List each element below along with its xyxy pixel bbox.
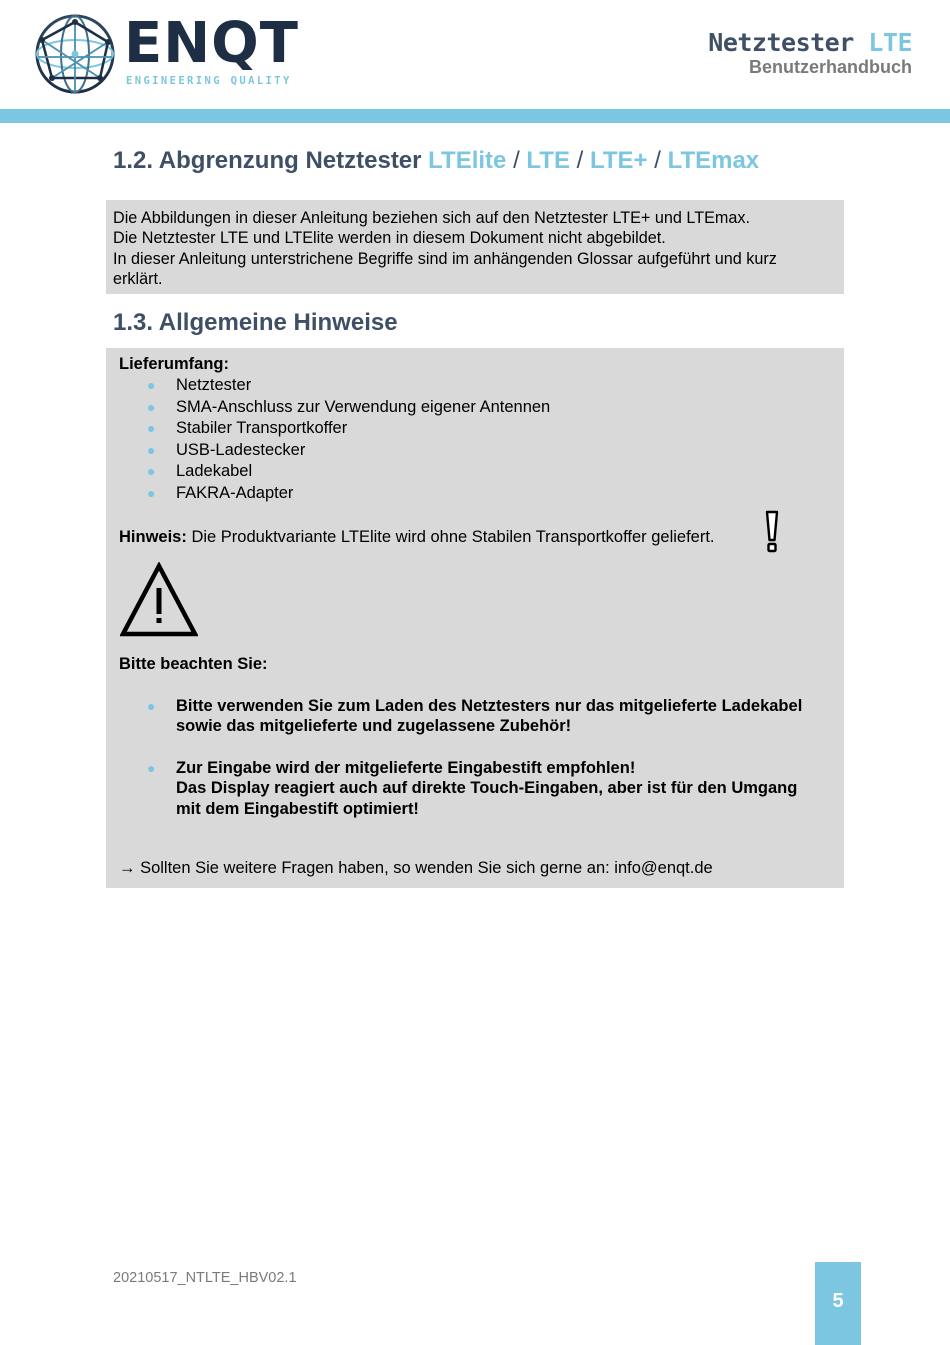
delivery-item-text: Ladekabel — [176, 462, 253, 480]
list-item — [106, 758, 844, 820]
exclamation-icon — [763, 510, 781, 554]
list-item — [106, 397, 844, 419]
list-item — [106, 696, 844, 738]
variant-separator: / — [654, 147, 661, 174]
contact-text: Sollten Sie weitere Fragen haben, so wenden Sie sich gerne an: info@enqt.de — [135, 859, 713, 877]
section-1-2-title: 1.2. Abgrenzung Netztester — [113, 147, 422, 174]
brand-tagline: ENGINEERING QUALITY — [126, 75, 292, 87]
hint-text — [119, 528, 715, 547]
bullet-icon: ● — [147, 484, 156, 501]
contact-line — [119, 859, 713, 878]
variant-ltemax: LTEmax — [667, 147, 760, 174]
list-item — [106, 440, 844, 462]
doc-subtitle: Benutzerhandbuch — [748, 57, 912, 77]
doc-title-part2: LTE — [868, 28, 912, 57]
doc-title-part1: Netztester — [708, 28, 854, 57]
arrow-right-icon: → — [119, 859, 136, 877]
list-item — [106, 375, 844, 397]
page-number-tab — [815, 1262, 861, 1345]
list-item — [106, 483, 844, 505]
bullet-icon: ● — [147, 698, 156, 714]
section-1-2-heading — [113, 147, 759, 175]
variant-ltelite: LTElite — [428, 147, 507, 174]
document-code: 20210517_NTLTE_HBV02.1 — [113, 1270, 297, 1286]
section-1-3-heading: 1.3. Allgemeine Hinweise — [113, 309, 398, 336]
bullet-icon: ● — [147, 398, 156, 415]
scope-info-box — [106, 200, 844, 294]
variant-separator: / — [576, 147, 584, 174]
globe-network-logo-icon — [30, 12, 120, 96]
page-number: 5 — [832, 1290, 844, 1312]
brand-name: ENQT — [124, 11, 299, 76]
note-line: mit dem Eingabestift optimiert! — [176, 799, 419, 818]
delivery-item-text: SMA-Anschluss zur Verwendung eigener Antennen — [176, 397, 551, 416]
scope-line: erklärt. — [113, 270, 163, 289]
delivery-item-text: USB-Ladestecker — [176, 440, 306, 459]
note-text — [176, 696, 836, 737]
bullet-icon: ● — [147, 377, 156, 393]
delivery-label: Lieferumfang: — [119, 355, 230, 373]
bullet-icon: ● — [147, 441, 156, 458]
variant-lte: LTE — [526, 147, 570, 174]
variant-lte-plus: LTE+ — [589, 147, 648, 174]
general-notes-box — [106, 348, 844, 888]
note-line: Zur Eingabe wird der mitgelieferte Eingabestift empfohlen! — [176, 759, 636, 777]
list-item — [106, 418, 844, 440]
header-divider-bar — [0, 109, 950, 123]
bullet-icon: ● — [147, 760, 156, 776]
variant-separator: / — [513, 147, 520, 174]
hint-body: Die Produktvariante LTElite wird ohne Stabilen Transportkoffer geliefert. — [186, 528, 715, 546]
note-label: Bitte beachten Sie: — [119, 655, 268, 673]
hint-label: Hinweis: — [119, 528, 187, 546]
list-item — [106, 461, 844, 483]
doc-title — [708, 28, 912, 57]
warning-triangle-icon — [120, 562, 198, 638]
page-header — [0, 0, 950, 110]
delivery-item-text: Stabiler Transportkoffer — [176, 419, 348, 437]
bullet-icon: ● — [147, 463, 156, 479]
scope-line: Die Netztester LTE und LTElite werden in diesem Dokument nicht abgebildet. — [113, 229, 666, 248]
note-line: Das Display reagiert auch auf direkte Touch-Eingaben, aber ist für den Umgang — [176, 779, 798, 798]
note-line: Bitte verwenden Sie zum Laden des Netztesters nur das mitgelieferte Ladekabel — [176, 697, 803, 715]
scope-line: Die Abbildungen in dieser Anleitung beziehen sich auf den Netztester LTE+ und LTEmax. — [113, 209, 750, 227]
delivery-list — [106, 375, 844, 504]
note-line: sowie das mitgelieferte und zugelassene Zubehör! — [176, 717, 572, 736]
delivery-item-text: Netztester — [176, 376, 252, 394]
bullet-icon: ● — [147, 420, 156, 436]
note-text — [176, 758, 836, 819]
scope-line: In dieser Anleitung unterstrichene Begriffe sind im anhängenden Glossar aufgeführt und kurz — [113, 249, 777, 268]
delivery-item-text: FAKRA-Adapter — [176, 483, 294, 502]
